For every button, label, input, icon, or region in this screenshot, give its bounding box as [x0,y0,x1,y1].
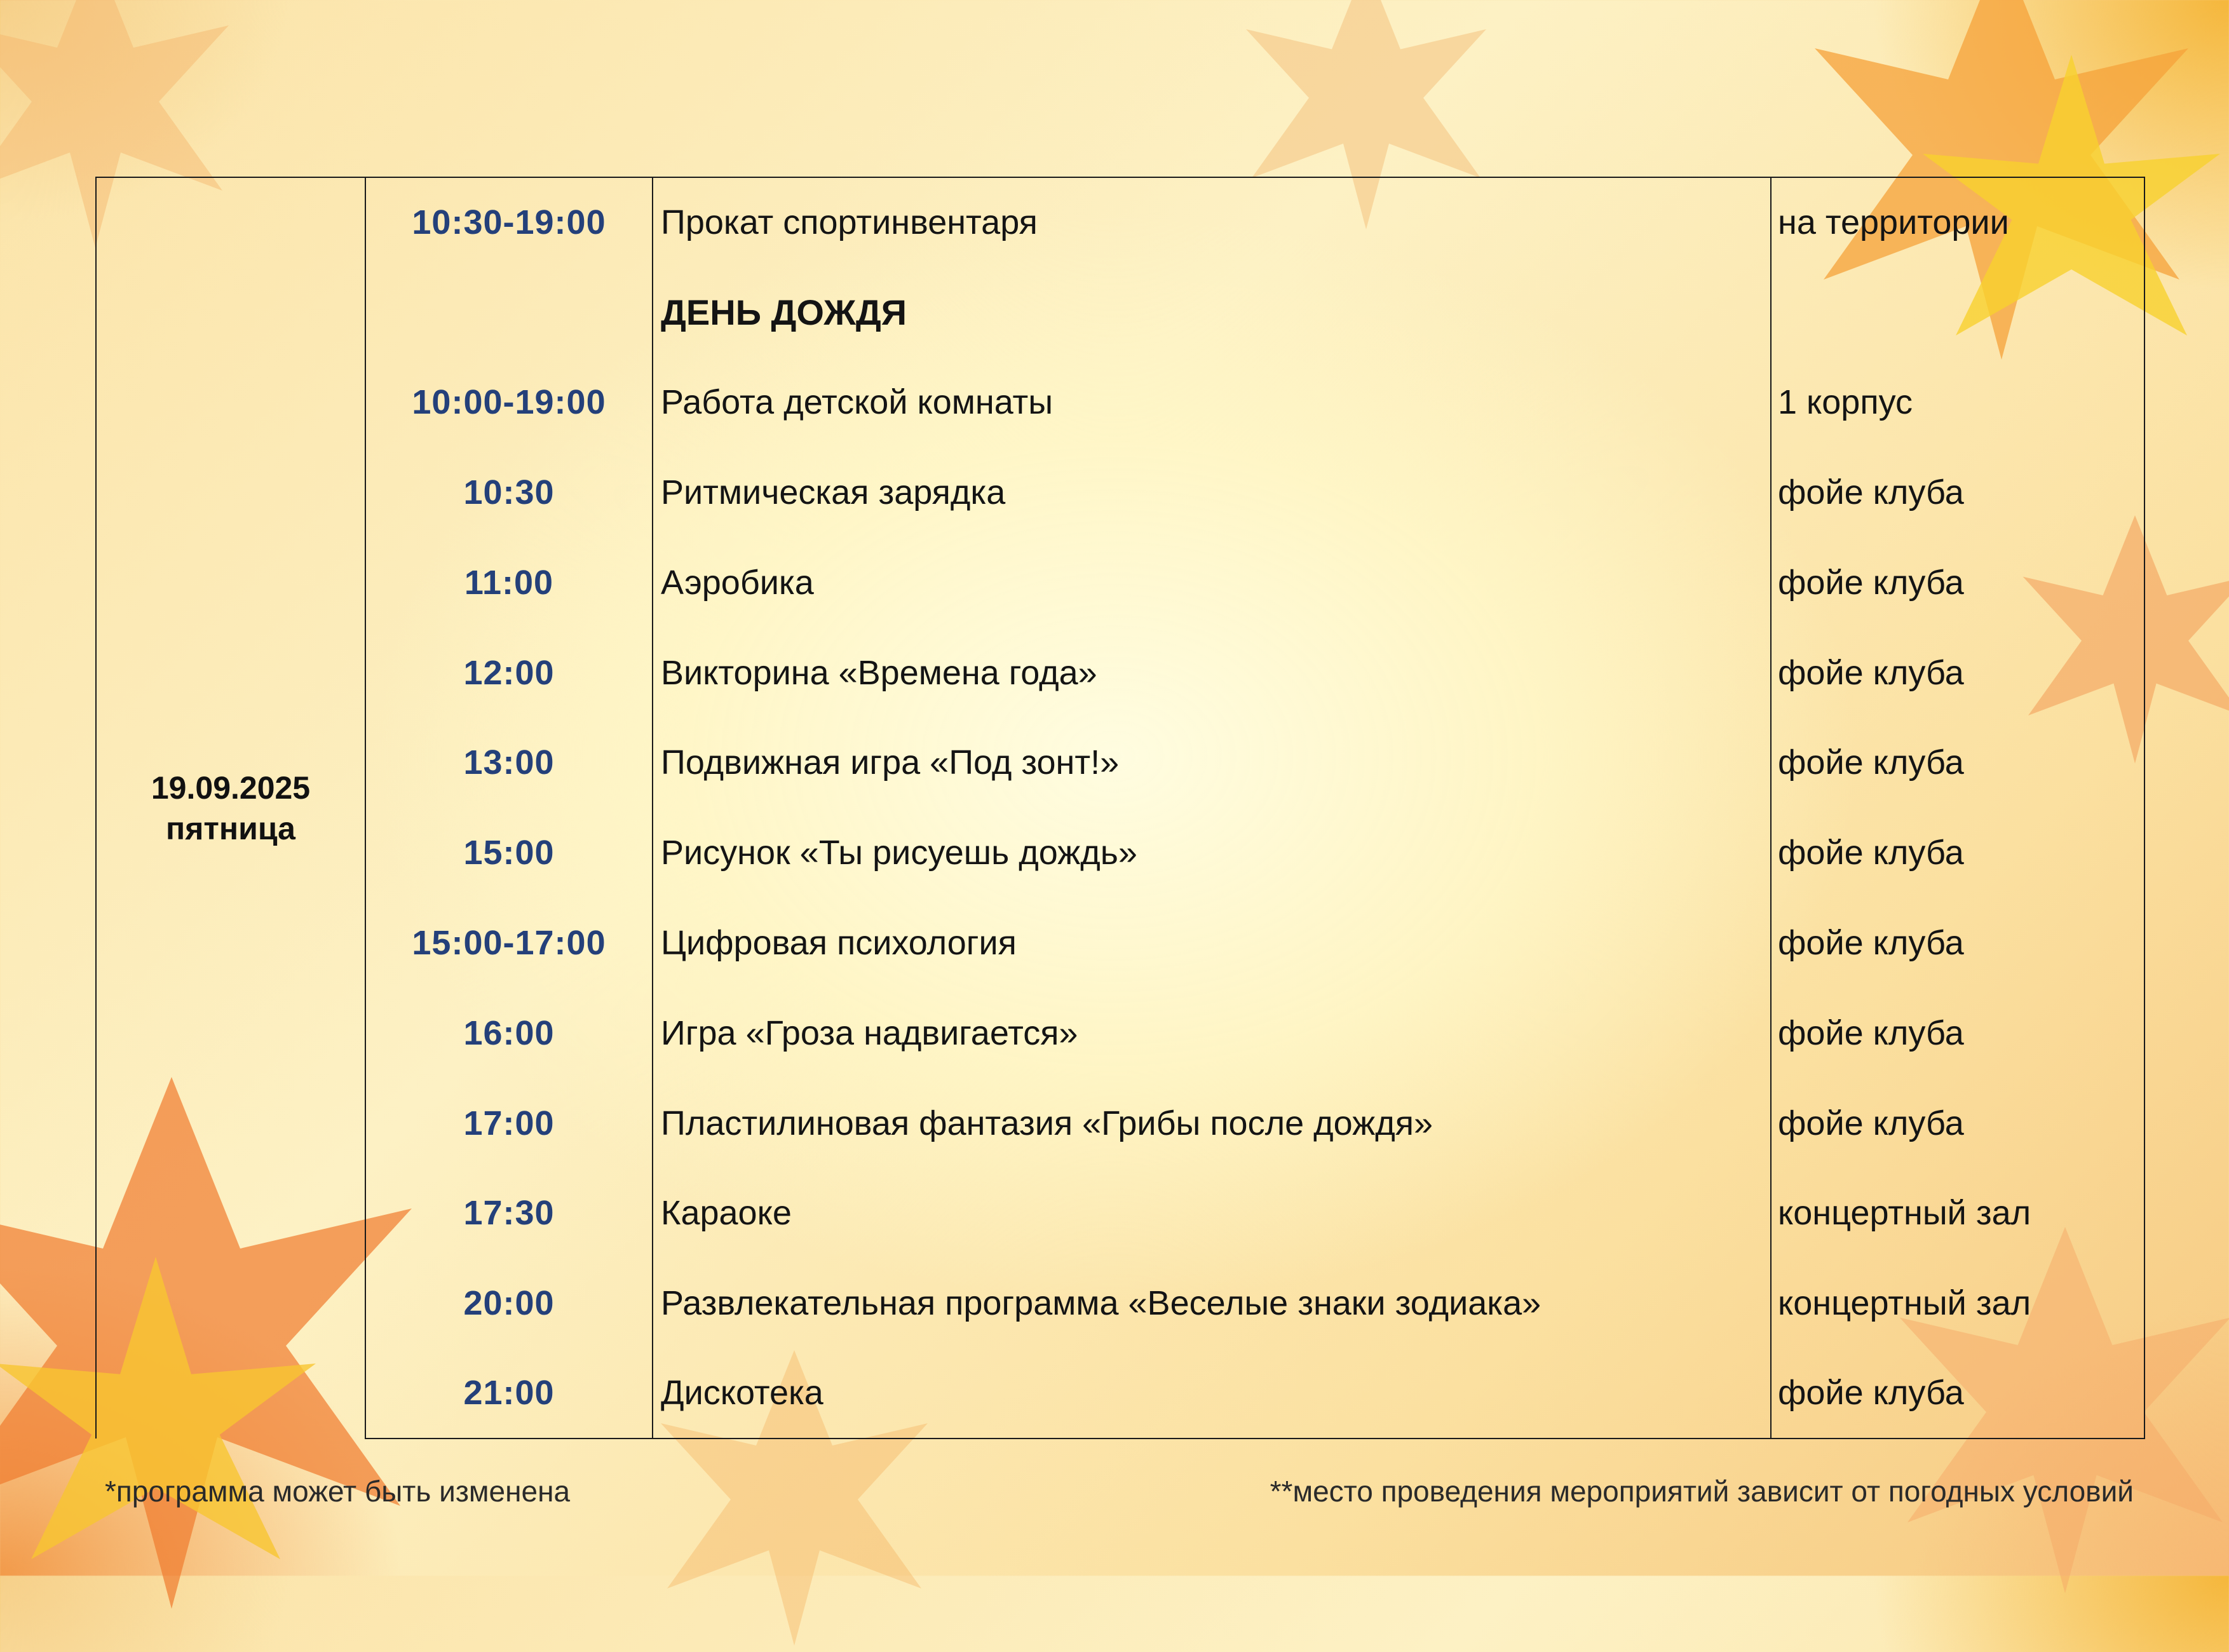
table-row [96,358,2144,448]
event-cell: Работа детской комнаты [653,358,1771,448]
event-cell: Развлекательная программа «Веселые знаки зодиака» [653,1258,1771,1348]
place-cell: фойе клуба [1771,1078,2144,1168]
place-cell: 1 корпус [1771,358,2144,448]
event-cell: Дискотека [653,1348,1771,1439]
event-cell: Ритмическая зарядка [653,447,1771,538]
time-cell: 17:00 [365,1078,653,1168]
place-cell: фойе клуба [1771,808,2144,898]
event-cell: Викторина «Времена года» [653,628,1771,718]
schedule-table [95,177,2145,1439]
date-cell [96,177,365,1439]
place-cell: фойе клуба [1771,447,2144,538]
place-cell [1771,267,2144,358]
table-row [96,538,2144,628]
time-cell: 15:00-17:00 [365,898,653,988]
place-cell: фойе клуба [1771,628,2144,718]
schedule-weekday: пятница [166,810,295,846]
table-row [96,898,2144,988]
table-row [96,447,2144,538]
time-cell: 20:00 [365,1258,653,1348]
table-row [96,988,2144,1078]
table-row [96,1348,2144,1439]
table-row [96,718,2144,808]
place-cell: фойе клуба [1771,1348,2144,1439]
event-cell: Подвижная игра «Под зонт!» [653,718,1771,808]
time-cell: 11:00 [365,538,653,628]
footnote-weather: **место проведения мероприятий зависит от погодных условий [1270,1475,2134,1508]
footnote-program-change: *программа может быть изменена [105,1475,571,1508]
event-cell: Пластилиновая фантазия «Грибы после дождя» [653,1078,1771,1168]
table-row [96,1078,2144,1168]
event-cell: Игра «Гроза надвигается» [653,988,1771,1078]
event-cell: Цифровая психология [653,898,1771,988]
section-heading: ДЕНЬ ДОЖДЯ [653,267,1771,358]
time-cell: 13:00 [365,718,653,808]
table-row [96,267,2144,358]
event-cell: Прокат спортинвентаря [653,177,1771,267]
time-cell: 21:00 [365,1348,653,1439]
time-cell: 10:30-19:00 [365,177,653,267]
time-cell: 16:00 [365,988,653,1078]
table-row [96,177,2144,267]
place-cell: фойе клуба [1771,538,2144,628]
table-row [96,808,2144,898]
time-cell: 10:30 [365,447,653,538]
event-cell: Караоке [653,1168,1771,1258]
event-cell: Рисунок «Ты рисуешь дождь» [653,808,1771,898]
table-row [96,1258,2144,1348]
place-cell: фойе клуба [1771,718,2144,808]
place-cell: концертный зал [1771,1258,2144,1348]
schedule-body [96,177,2144,1439]
time-cell: 10:00-19:00 [365,358,653,448]
time-cell [365,267,653,358]
place-cell: концертный зал [1771,1168,2144,1258]
time-cell: 17:30 [365,1168,653,1258]
time-cell: 12:00 [365,628,653,718]
event-cell: Аэробика [653,538,1771,628]
place-cell: на территории [1771,177,2144,267]
table-row [96,628,2144,718]
place-cell: фойе клуба [1771,898,2144,988]
place-cell: фойе клуба [1771,988,2144,1078]
time-cell: 15:00 [365,808,653,898]
schedule-date: 19.09.2025 [151,769,311,806]
table-row [96,1168,2144,1258]
